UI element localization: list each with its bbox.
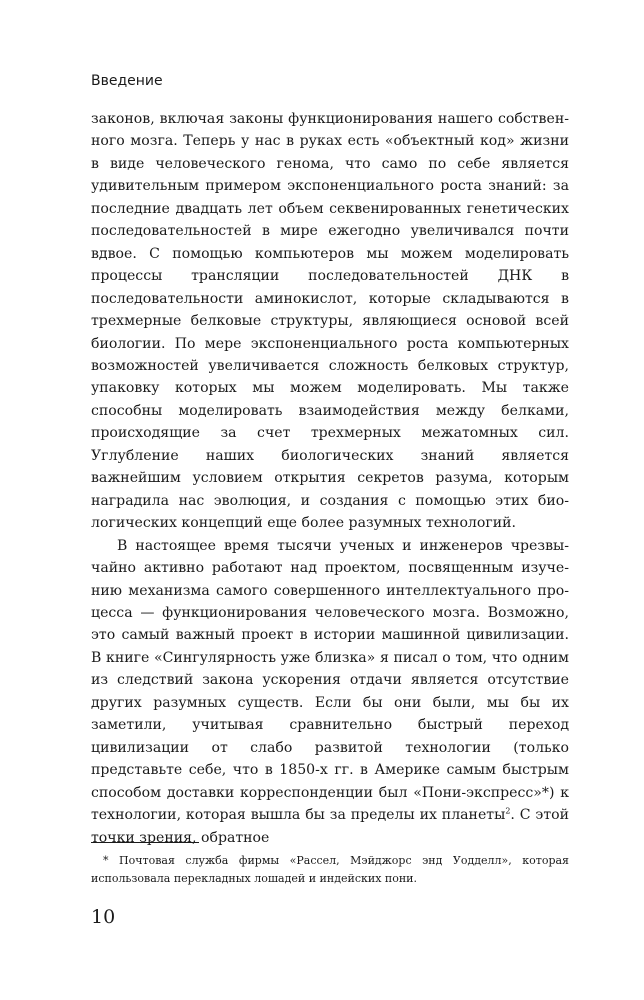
main-text <box>91 108 569 849</box>
paragraph-2-continuation: . С этой точки зрения, обратное <box>91 807 570 846</box>
paragraph-1: законов, включая законы функционирования нашего собственного мозга. Теперь у нас в руках есть «объектный код» жизни в виде человеческого генома, что само по себе является удивительным примером экспоненциального роста знаний: за последние двадцать лет объем секвенированных генетических последовательностей в мире ежегодно увеличивался почти вдвое. С помощью компьютеров мы можем моделировать процессы трансляции последовательностей ДНК в последовательности аминокислот, которые складываются в трехмерные белковые структуры, являющиеся основой всей биологии. По мере экспоненциального роста компьютерных возможностей увеличивается сложность белковых структур, упаковку которых мы можем моделировать. Мы также способны моделировать взаимодействия между белками, происходящие за счет трехмерных межатомных сил. Углубление наших биологических знаний является важнейшим условием открытия секретов разума, которым наградила нас эволюция, и создания с помощью этих биологических концепций еще более разумных технологий. <box>91 111 569 532</box>
endnote-reference[interactable]: 2 <box>505 806 511 816</box>
page-number: 10 <box>91 906 116 928</box>
footnote-divider <box>91 842 199 843</box>
paragraph-2 <box>91 535 569 849</box>
running-title: Введение <box>91 73 163 89</box>
footnote: * Почтовая служба фирмы «Рассел, Мэйджорс энд Уодделл», которая использовала перекладных лошадей и индейских пони. <box>91 854 569 885</box>
paragraph-2-text: В настоящее время тысячи ученых и инженеров чрезвычайно активно работают над проектом, посвященным изучению механизма самого совершенного интеллектуального процесса — функционирования человеческого мозга. Возможно, это самый важный проект в истории машинной цивилизации. В книге «Сингулярность уже близка» я писал о том, что одним из следствий закона ускорения отдачи является отсутствие других разумных существ. Если бы они были, мы бы их заметили, учитывая сравнительно быстрый переход цивилизации от слабо развитой технологии (только представьте себе, что в 1850-х гг. в Америке самым быстрым способом доставки корреспонденции был «Пони-экспресс»*) к технологии, которая вышла бы за пределы их планеты <box>91 537 569 824</box>
